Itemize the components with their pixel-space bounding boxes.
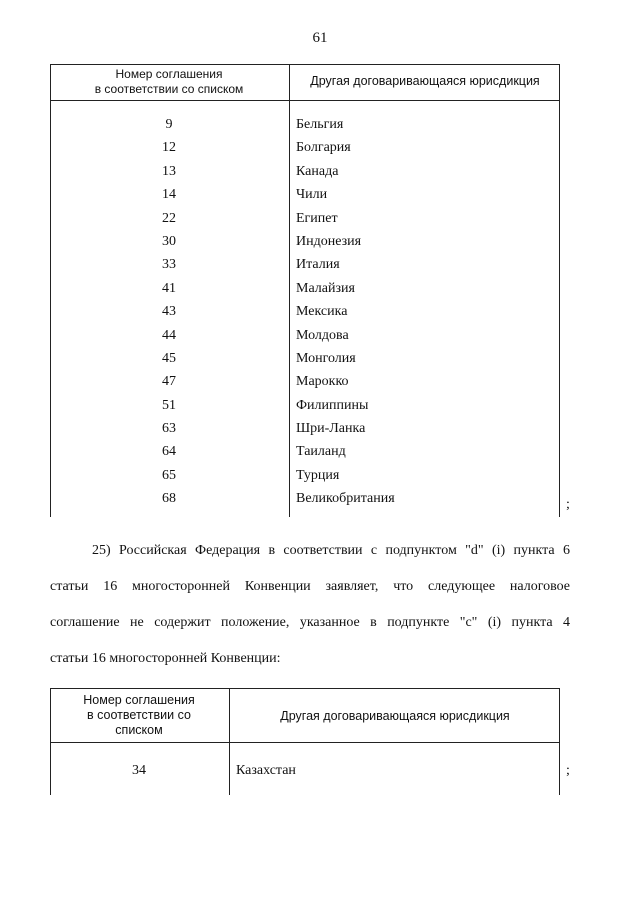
table-row	[50, 372, 560, 395]
column-header-number-line: списком	[115, 723, 163, 737]
paragraph-line: статьи 16 многосторонней Конвенции заявляет, что следующее налоговое	[50, 579, 570, 594]
table-row	[50, 419, 560, 442]
jurisdiction-name: Мексика	[296, 304, 348, 320]
column-header-number-line: Номер соглашения	[115, 67, 223, 81]
agreements-table-2	[50, 688, 560, 795]
column-header-number-line: в соответствии со списком	[94, 82, 244, 96]
table-top-border	[50, 64, 560, 65]
table-row	[50, 162, 560, 185]
table-row	[50, 442, 560, 465]
jurisdiction-name: Великобритания	[296, 491, 395, 507]
jurisdiction-name: Марокко	[296, 374, 349, 390]
paragraph-25	[50, 533, 570, 677]
jurisdiction-name: Филиппины	[296, 397, 369, 413]
table-body	[50, 115, 560, 513]
jurisdiction-name: Египет	[296, 210, 338, 226]
table-row	[50, 279, 560, 302]
table-row	[50, 115, 560, 138]
table-row	[50, 185, 560, 208]
agreement-number: 34	[132, 763, 146, 778]
jurisdiction-name: Италия	[296, 257, 340, 273]
trailing-semicolon: ;	[566, 763, 570, 778]
table-row	[50, 302, 560, 325]
agreement-number: 43	[162, 304, 176, 320]
jurisdiction-name: Чили	[296, 187, 328, 203]
agreement-number: 9	[165, 117, 173, 132]
paragraph-line: статьи 16 многосторонней Конвенции:	[50, 651, 281, 666]
table-top-border	[50, 688, 560, 689]
table-row	[50, 489, 560, 512]
column-header-number	[50, 693, 228, 738]
table-row	[50, 466, 560, 489]
column-header-jurisdiction: Другая договаривающаяся юрисдикция	[280, 709, 510, 723]
agreement-number: 12	[162, 140, 176, 156]
jurisdiction-name: Монголия	[296, 350, 356, 366]
agreement-number: 45	[162, 350, 176, 366]
page-number: 61	[312, 30, 328, 46]
table-right-border	[559, 688, 560, 795]
agreement-number: 13	[162, 163, 176, 179]
column-header-number-line: в соответствии со	[87, 708, 191, 722]
table-header-border	[50, 100, 560, 101]
column-header-number	[50, 67, 288, 97]
paragraph-line: 25) Российская Федерация в соответствии с подпунктом "d" (i) пункта 6	[92, 543, 570, 558]
agreement-number: 44	[162, 327, 176, 343]
jurisdiction-name: Турция	[296, 467, 340, 483]
agreement-number: 33	[162, 257, 176, 273]
jurisdiction-name: Таиланд	[296, 444, 346, 460]
agreement-number: 51	[162, 397, 176, 413]
table-row	[50, 349, 560, 372]
paragraph-line: соглашение не содержит положение, указанное в подпункте "c" (i) пункта 4	[50, 615, 570, 630]
jurisdiction-name: Канада	[296, 163, 339, 179]
agreement-number: 63	[162, 421, 176, 437]
agreement-number: 47	[162, 374, 176, 390]
table-row	[50, 255, 560, 278]
table-row	[50, 396, 560, 419]
agreement-number: 64	[162, 444, 176, 460]
table-row	[50, 232, 560, 255]
column-header-number-line: Номер соглашения	[83, 693, 195, 707]
table-header-border	[50, 742, 560, 743]
table-row	[50, 326, 560, 349]
table-row	[50, 138, 560, 161]
agreement-number: 65	[162, 467, 176, 483]
column-header-jurisdiction: Другая договаривающаяся юрисдикция	[310, 74, 540, 88]
trailing-semicolon: ;	[566, 497, 570, 512]
jurisdiction-name: Шри-Ланка	[296, 421, 366, 437]
agreement-number: 14	[162, 187, 176, 203]
jurisdiction-name: Молдова	[296, 327, 349, 343]
jurisdiction-name: Малайзия	[296, 280, 355, 296]
table-row	[50, 209, 560, 232]
jurisdiction-name: Индонезия	[296, 233, 362, 249]
jurisdiction-name: Бельгия	[296, 117, 344, 132]
jurisdiction-name: Болгария	[296, 140, 351, 156]
agreement-number: 41	[162, 280, 176, 296]
jurisdiction-name: Казахстан	[236, 763, 296, 778]
agreement-number: 30	[162, 233, 176, 249]
agreements-table-1	[50, 64, 560, 517]
agreement-number: 22	[162, 210, 176, 226]
table-column-divider	[229, 688, 230, 795]
agreement-number: 68	[162, 491, 176, 507]
